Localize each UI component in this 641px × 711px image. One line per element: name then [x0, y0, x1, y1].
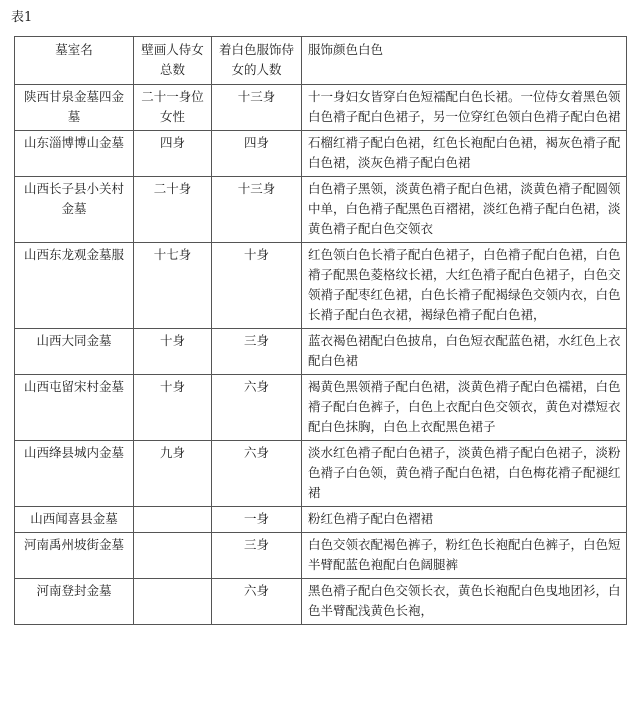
table-header-row — [15, 37, 627, 85]
tomb-name-cell: 山西长子县小关村金墓 — [15, 177, 134, 243]
table-row — [15, 533, 627, 579]
white-count-cell: 三身 — [212, 329, 302, 375]
tomb-name-cell: 山东淄博博山金墓 — [15, 131, 134, 177]
tomb-costume-table — [14, 36, 627, 625]
header-white: 着白色服饰侍女的人数 — [212, 37, 302, 85]
table-row — [15, 131, 627, 177]
total-count-cell: 四身 — [134, 131, 212, 177]
tomb-name-cell: 陕西甘泉金墓四金墓 — [15, 85, 134, 131]
costume-desc-cell: 黑色褙子配白色交领长衣，黄色长袍配白色曳地团衫，白色半臂配浅黄色长袍， — [302, 579, 627, 625]
costume-desc-cell: 红色领白色长褙子配白色裙子，白色褙子配白色裙，白色褙子配黑色菱格纹长裙，大红色褙子配白色裙子，白色交领褙子配枣红色裙，白色长褙子配褐绿色交领内衣，白色长褙子配白色衣裙，褐绿色褙子配白色裙， — [302, 243, 627, 329]
table-row — [15, 177, 627, 243]
header-desc: 服饰颜色白色 — [302, 37, 627, 85]
white-count-cell: 十三身 — [212, 177, 302, 243]
tomb-name-cell: 山西绛县城内金墓 — [15, 441, 134, 507]
tomb-name-cell: 山西大同金墓 — [15, 329, 134, 375]
costume-desc-cell: 淡水红色褙子配白色裙子，淡黄色褙子配白色裙子，淡粉色褙子白色领，黄色褙子配白色裙，白色梅花褙子配褪红裙 — [302, 441, 627, 507]
table-row — [15, 329, 627, 375]
costume-desc-cell: 粉红色褙子配白色褶裙 — [302, 507, 627, 533]
table-row — [15, 441, 627, 507]
white-count-cell: 六身 — [212, 375, 302, 441]
table-row — [15, 507, 627, 533]
total-count-cell: 十身 — [134, 329, 212, 375]
total-count-cell: 九身 — [134, 441, 212, 507]
tomb-name-cell: 山西闻喜县金墓 — [15, 507, 134, 533]
total-count-cell: 十七身 — [134, 243, 212, 329]
total-count-cell: 十身 — [134, 375, 212, 441]
header-tomb: 墓室名 — [15, 37, 134, 85]
header-total: 壁画人侍女总数 — [134, 37, 212, 85]
table-row — [15, 85, 627, 131]
total-count-cell: 二十身 — [134, 177, 212, 243]
total-count-cell — [134, 507, 212, 533]
tomb-name-cell: 山西东龙观金墓服 — [15, 243, 134, 329]
table-row — [15, 375, 627, 441]
costume-desc-cell: 白色褙子黑领，淡黄色褙子配白色裙，淡黄色褙子配圆领中单，白色褙子配黑色百褶裙，淡红色褙子配白色裙，淡黄色褙子配白色交领衣 — [302, 177, 627, 243]
white-count-cell: 十三身 — [212, 85, 302, 131]
costume-desc-cell: 褐黄色黑领褙子配白色裙，淡黄色褙子配白色襦裙，白色褙子配白色裤子，白色上衣配白色交领衣，黄色对襟短衣配白色抹胸，白色上衣配黑色裙子 — [302, 375, 627, 441]
white-count-cell: 一身 — [212, 507, 302, 533]
costume-desc-cell: 石榴红褙子配白色裙，红色长袍配白色裙，褐灰色褙子配白色裙，淡灰色褙子配白色裙 — [302, 131, 627, 177]
white-count-cell: 十身 — [212, 243, 302, 329]
white-count-cell: 三身 — [212, 533, 302, 579]
white-count-cell: 四身 — [212, 131, 302, 177]
white-count-cell: 六身 — [212, 579, 302, 625]
table-row — [15, 243, 627, 329]
total-count-cell — [134, 579, 212, 625]
white-count-cell: 六身 — [212, 441, 302, 507]
tomb-name-cell: 河南登封金墓 — [15, 579, 134, 625]
total-count-cell: 二十一身位女性 — [134, 85, 212, 131]
costume-desc-cell: 十一身妇女皆穿白色短襦配白色长裙。一位侍女着黑色领白色褙子配白色裙子，另一位穿红色领白色褙子配白色裙 — [302, 85, 627, 131]
tomb-name-cell: 山西屯留宋村金墓 — [15, 375, 134, 441]
costume-desc-cell: 白色交领衣配褐色裤子，粉红色长袍配白色裤子，白色短半臂配蓝色袍配白色阔腿裤 — [302, 533, 627, 579]
table-caption: 表1 — [11, 10, 33, 25]
tomb-name-cell: 河南禹州坡街金墓 — [15, 533, 134, 579]
costume-desc-cell: 蓝衣褐色裙配白色披帛，白色短衣配蓝色裙，水红色上衣配白色裙 — [302, 329, 627, 375]
table-row — [15, 579, 627, 625]
total-count-cell — [134, 533, 212, 579]
